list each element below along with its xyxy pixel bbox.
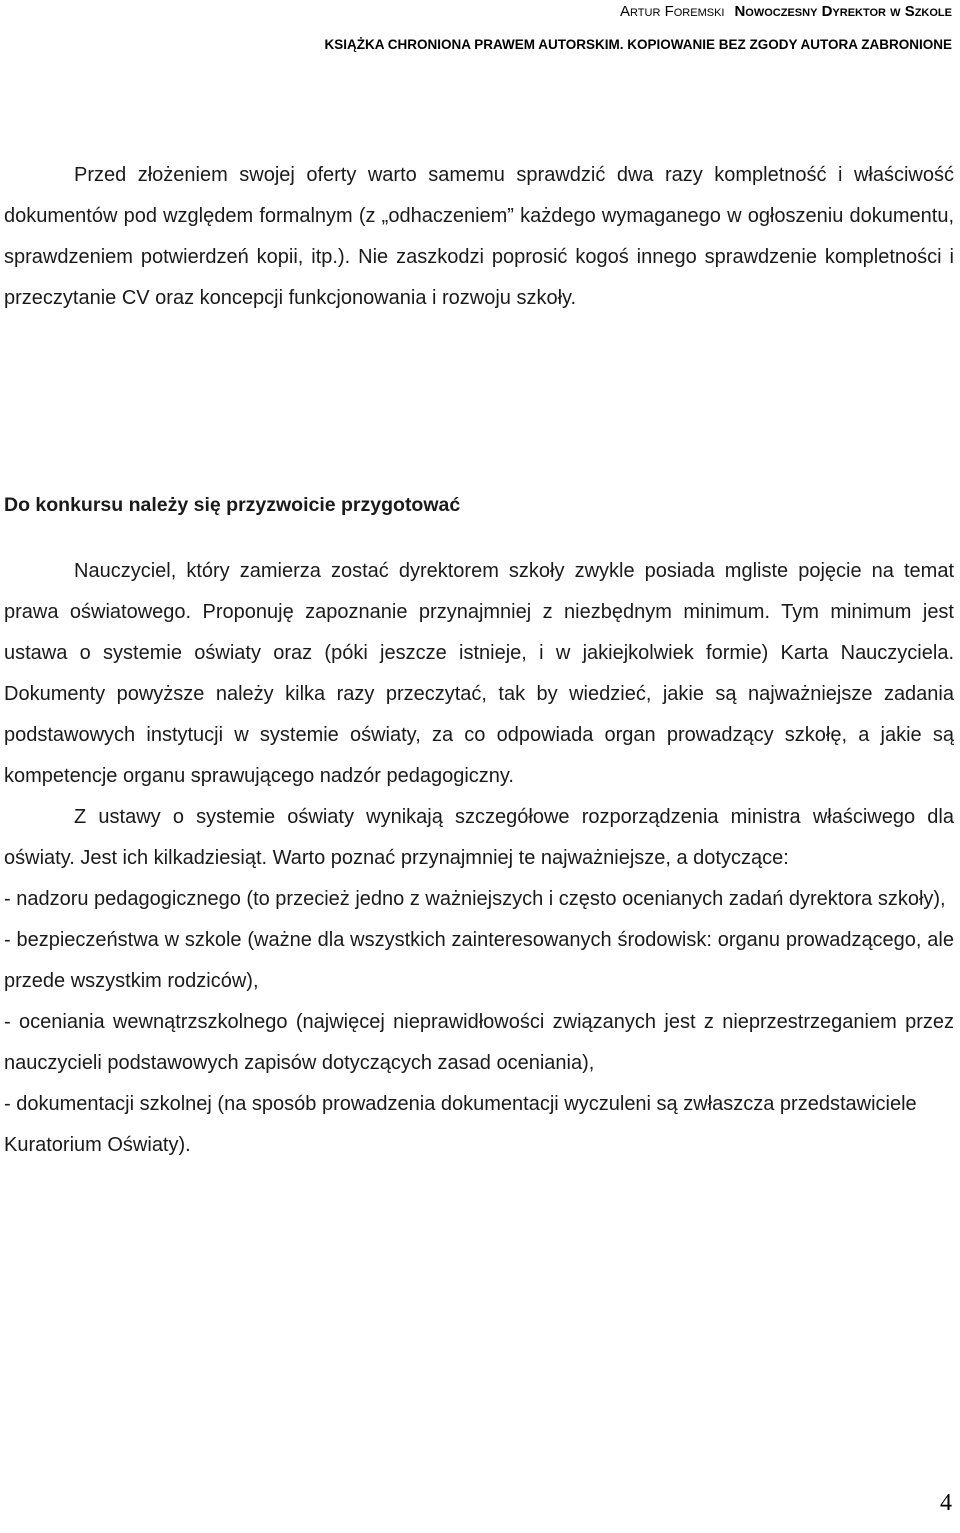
header-book-title: Nowoczesny Dyrektor w Szkole xyxy=(734,3,952,20)
header-author: Artur Foremski xyxy=(620,3,725,20)
list-item: - bezpieczeństwa w szkole (ważne dla wszystkich zainteresowanych środowisk: organu prowadzącego, ale przede wszystkim rodziców), xyxy=(4,929,954,992)
list-item: - nadzoru pedagogicznego (to przecież jedno z ważniejszych i często ocenianych zadań dyrektora szkoły), xyxy=(4,888,946,910)
paragraph-education-law: Nauczyciel, który zamierza zostać dyrektorem szkoły zwykle posiada mgliste pojęcie na temat prawa oświatowego. Proponuję zapoznanie przynajmniej z niezbędnym minimum. Tym minimum jest ustawa o systemie oświaty oraz (póki jeszcze istnieje, i w jakiejkolwiek formie) Karta Nauczyciela. Dokumenty powyższe należy kilka razy przeczytać, tak by wiedzieć, jakie są najważniejsze zadania podstawowych instytucji w systemie oświaty, za co odpowiada organ prowadzący szkołę, a jakie są kompetencje organu sprawującego nadzór pedagogiczny. xyxy=(4,560,954,787)
list-item: - oceniania wewnątrzszkolnego (najwięcej nieprawidłowości związanych jest z nieprzestrzeganiem przez nauczycieli podstawowych zapisów dotyczących zasad oceniania), xyxy=(4,1011,954,1074)
running-header xyxy=(620,2,952,22)
list-item: - dokumentacji szkolnej (na sposób prowadzenia dokumentacji wyczuleni są zwłaszcza przedstawiciele Kuratorium Oświaty). xyxy=(4,1093,917,1156)
paragraph-offer-check: Przed złożeniem swojej oferty warto samemu sprawdzić dwa razy kompletność i właściwość dokumentów pod względem formalnym (z „odhaczeniem” każdego wymaganego w ogłoszeniu dokumentu, sprawdzeniem potwierdzeń kopii, itp.). Nie zaszkodzi poprosić kogoś innego sprawdzenie kompletności i przeczytanie CV oraz koncepcji funkcjonowania i rozwoju szkoły. xyxy=(4,164,954,309)
copyright-notice: KSIĄŻKA CHRONIONA PRAWEM AUTORSKIM. KOPIOWANIE BEZ ZGODY AUTORA ZABRONIONE xyxy=(324,37,952,52)
section-heading: Do konkursu należy się przyzwoicie przygotować xyxy=(4,494,461,516)
section-body xyxy=(4,551,954,1166)
page-number: 4 xyxy=(940,1490,952,1516)
section-intro xyxy=(4,155,954,319)
paragraph-regulations: Z ustawy o systemie oświaty wynikają szczegółowe rozporządzenia ministra właściwego dla oświaty. Jest ich kilkadziesiąt. Warto poznać przynajmniej te najważniejsze, a dotyczące: xyxy=(4,806,954,869)
